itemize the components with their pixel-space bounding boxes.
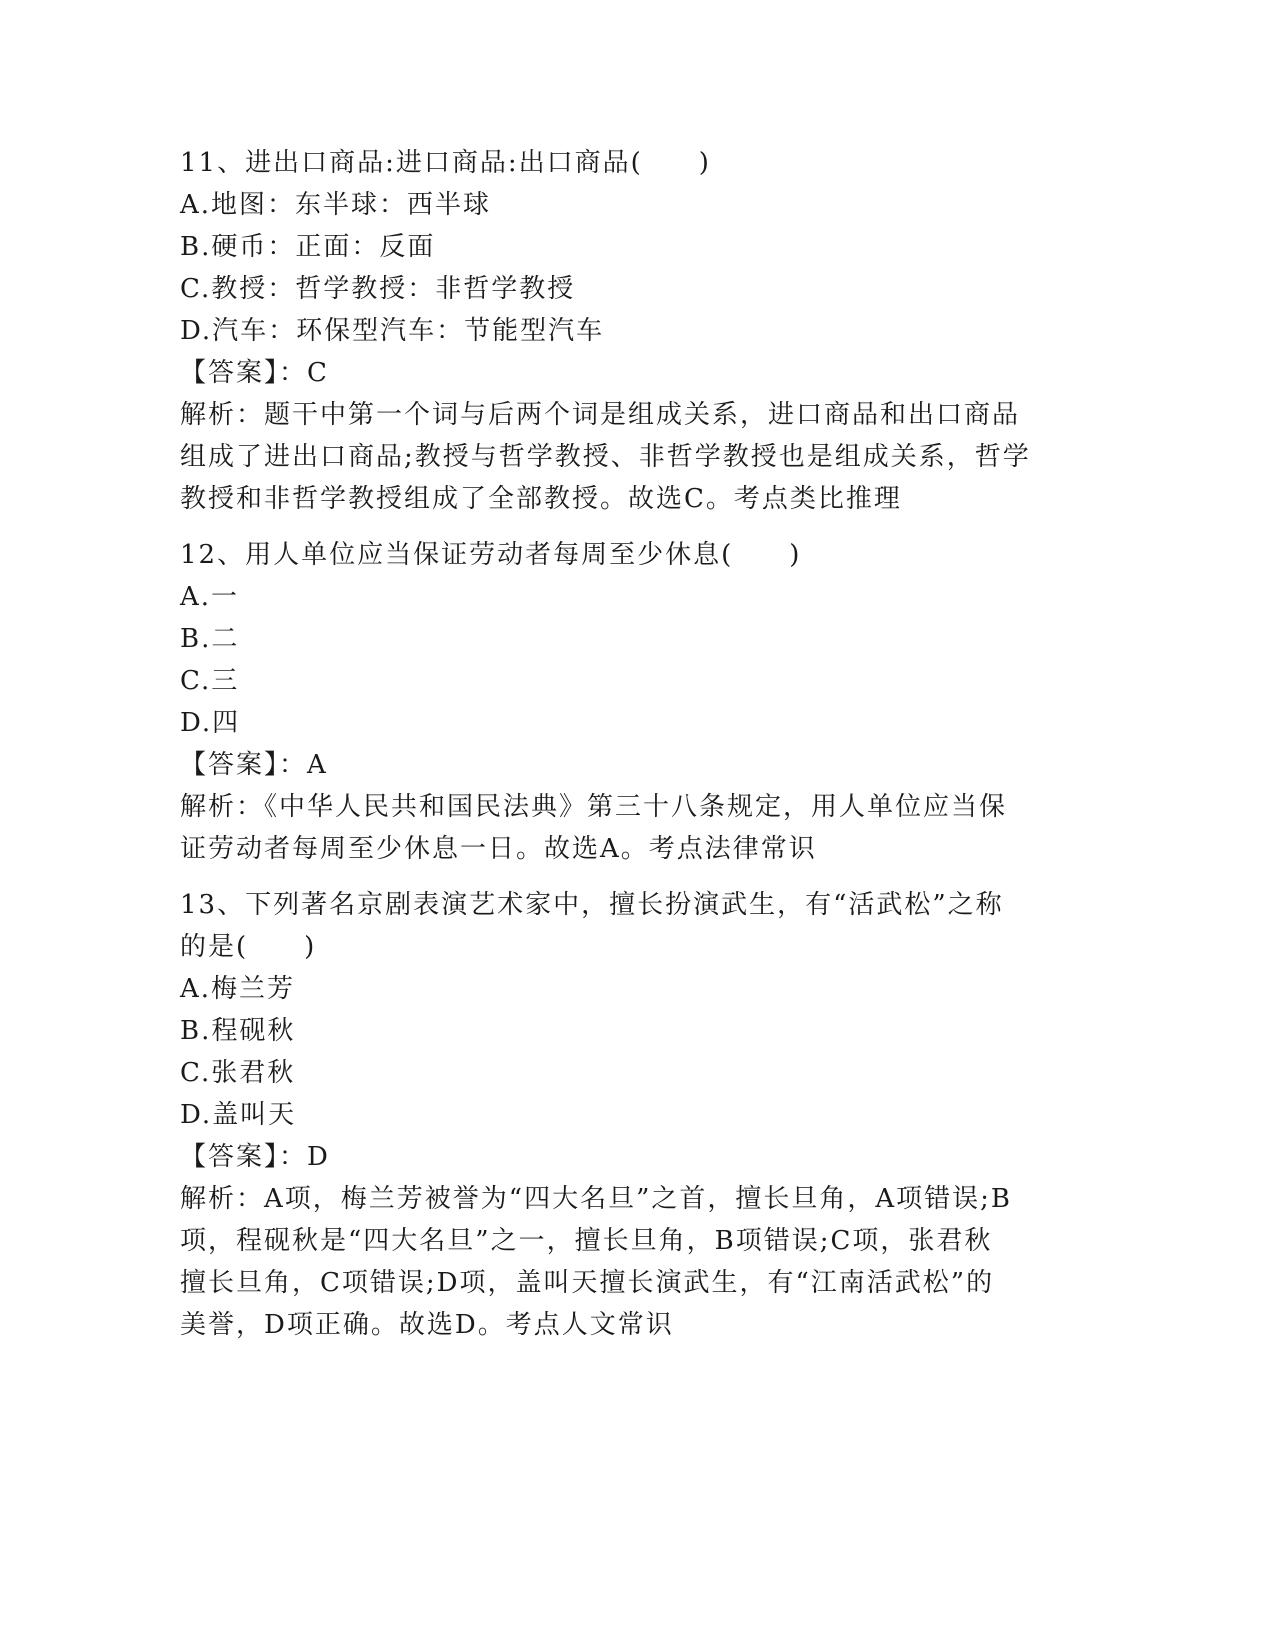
option-a: A.梅兰芳 bbox=[180, 974, 296, 1004]
option-a: A.地图：东半球：西半球 bbox=[180, 190, 492, 220]
option-d: D.四 bbox=[180, 708, 241, 738]
option-c: C.张君秋 bbox=[180, 1058, 296, 1088]
analysis bbox=[180, 394, 1080, 520]
option-d: D.盖叫天 bbox=[180, 1100, 297, 1130]
analysis bbox=[180, 786, 1080, 870]
analysis-line: 解析：A项，梅兰芳被誉为“四大名旦”之首，擅长旦角，A项错误;B bbox=[180, 1184, 1013, 1214]
option-b: B.二 bbox=[180, 624, 240, 654]
analysis-line: 解析：《中华人民共和国民法典》第三十八条规定，用人单位应当保 bbox=[180, 792, 1008, 822]
document-page bbox=[180, 142, 1080, 1360]
analysis-line: 项，程砚秋是“四大名旦”之一，擅长旦角，B项错误;C项，张君秋 bbox=[180, 1226, 993, 1256]
analysis-line: 解析：题干中第一个词与后两个词是组成关系，进口商品和出口商品 bbox=[180, 400, 1021, 430]
option-d: D.汽车：环保型汽车：节能型汽车 bbox=[180, 316, 605, 346]
answer-line: 【答案】：C bbox=[180, 358, 329, 388]
question-stem: 13、下列著名京剧表演艺术家中，擅长扮演武生，有“活武松”之称 bbox=[180, 890, 1004, 920]
question-stem: 11、进出口商品:进口商品:出口商品( ) bbox=[180, 148, 711, 178]
answer-line: 【答案】：D bbox=[180, 1142, 330, 1172]
answer-line: 【答案】：A bbox=[180, 750, 328, 780]
analysis-line: 擅长旦角，C项错误;D项，盖叫天擅长演武生，有“江南活武松”的 bbox=[180, 1268, 995, 1298]
question-stem: 12、用人单位应当保证劳动者每周至少休息( ) bbox=[180, 540, 802, 570]
question-13 bbox=[180, 884, 1080, 1346]
option-a: A.一 bbox=[180, 582, 240, 612]
analysis-line: 证劳动者每周至少休息一日。故选A。考点法律常识 bbox=[180, 834, 817, 864]
option-c: C.教授：哲学教授：非哲学教授 bbox=[180, 274, 576, 304]
option-b: B.程砚秋 bbox=[180, 1016, 296, 1046]
question-11 bbox=[180, 142, 1080, 520]
option-b: B.硬币：正面：反面 bbox=[180, 232, 436, 262]
question-stem-continued: 的是( ) bbox=[180, 932, 317, 962]
option-c: C.三 bbox=[180, 666, 240, 696]
analysis-line: 组成了进出口商品;教授与哲学教授、非哲学教授也是组成关系，哲学 bbox=[180, 442, 1031, 472]
analysis-line: 美誉，D项正确。故选D。考点人文常识 bbox=[180, 1310, 674, 1340]
question-12 bbox=[180, 534, 1080, 870]
analysis-line: 教授和非哲学教授组成了全部教授。故选C。考点类比推理 bbox=[180, 484, 902, 514]
analysis bbox=[180, 1178, 1080, 1346]
